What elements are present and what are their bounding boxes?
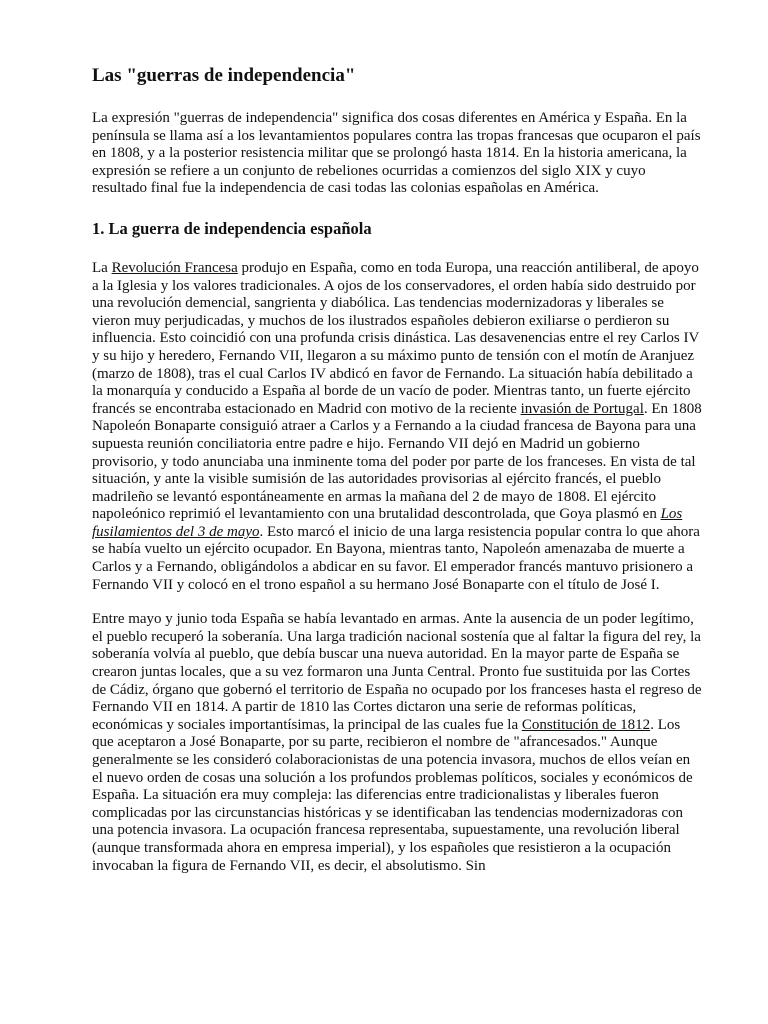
text-span: Entre mayo y junio toda España se había levantado en armas. Ante la ausencia de un poder legítimo, el pueblo recuperó la soberanía. Una larga tradición nacional sostenía que al faltar la figura del rey, la soberanía volvía al pueblo, que debía buscar una nueva autoridad. En la mayor parte de España se crearon juntas locales, que a su vez formaron una Junta Central. Pronto fue sustituida por las Cortes de Cádiz, órgano que gobernó el territorio de España no ocupado por los franceses hasta el regreso de Fernando VII en 1814. A partir de 1810 las Cortes dictaron una serie de reformas políticas, económicas y sociales importantísimas, la principal de las cuales fue la [92, 611, 702, 733]
link-revolucion-francesa[interactable]: Revolución Francesa [111, 259, 238, 276]
link-los-fusilamientos[interactable]: Los fusilamientos del 3 de mayo [92, 506, 683, 540]
text-span: La [92, 259, 112, 276]
text-span: . En 1808 Napoleón Bonaparte consiguió atraer a Carlos y a Fernando a la ciudad francesa de Bayona para una supuesta reunión conciliatoria entre padre e hijo. Fernando VII dejó en Madrid un gobierno provisorio, y todo anunciaba una inminente toma del poder por parte de los franceses. En vista de tal situación, y ante la visible sumisión de las autoridades provisorias al ejército francés, el pueblo madrileño se levantó espontáneamente en armas la mañana del 2 de mayo de 1808. El ejército napoleónico reprimió el levantamiento con una brutalidad descontrolada, que Goya plasmó en [92, 400, 702, 523]
paragraph-2 [92, 611, 704, 875]
link-constitucion-de-1812[interactable]: Constitución de 1812 [521, 716, 651, 733]
intro-paragraph: La expresión "guerras de independencia" significa dos cosas diferentes en América y España. En la península se llama así a los levantamientos populares contra las tropas francesas que ocuparon el país en 1808, y a la posterior resistencia militar que se prolongó hasta 1814. En la historia americana, la expresión se refiere a un conjunto de rebeliones ocurridas a comienzos del siglo XIX y cuyo resultado final fue la independencia de casi todas las colonias españolas en América. [92, 110, 701, 197]
text-span: produjo en España, como en toda Europa, una reacción antiliberal, de apoyo a la Iglesia y los valores tradicionales. A ojos de los conservadores, el orden había sido destruido por una revolución demencial, sangrienta y diabólica. Las tendencias modernizadoras y liberales se vieron muy perjudicadas, y muchos de los ilustrados españoles debieron exiliarse o perdieron su influencia. Esto coincidió con una profunda crisis dinástica. Las desavenencias entre el rey Carlos IV y su hijo y heredero, Fernando VII, llegaron a su máximo punto de tensión con el motín de Aranjuez (marzo de 1808), tras el cual Carlos IV abdicó en favor de Fernando. La situación había debilitado a la monarquía y conducido a España al borde de un vacío de poder. Mientras tanto, un fuerte ejército francés se encontraba estacionado en Madrid con motivo de la reciente [92, 259, 700, 417]
text-span: . Los que aceptaron a José Bonaparte, por su parte, recibieron el nombre de "afrancesados." Aunque generalmente se les consideró colaboracionistas de una potencia invasora, muchos de ellos veían en el nuevo orden de cosas una solución a los profundos problemas políticos, sociales y económicos de España. La situación era muy compleja: las diferencias entre tradicionalistas y liberales fueron complicadas por las circunstancias históricas y se identificaban las tendencias modernizadoras con una potencia invasora. La ocupación francesa representaba, supuestamente, una revolución liberal (aunque transformada ahora en empresa imperial), y los españoles que resistieron a la ocupación invocaban la figura de Fernando VII, es decir, el absolutismo. Sin [92, 716, 693, 874]
section-heading: 1. La guerra de independencia española [92, 218, 372, 238]
document-title: Las "guerras de independencia" [92, 65, 356, 86]
paragraph-1 [92, 260, 704, 594]
link-invasion-de-portugal[interactable]: invasión de Portugal [520, 400, 644, 417]
text-span: . Esto marcó el inicio de una larga resistencia popular contra lo que ahora se había vuelto un ejército ocupador. En Bayona, mientras tanto, Napoleón amenazaba de muerte a Carlos y a Fernando, obligándolos a abdicar en su favor. El emperador francés mantuvo prisionero a Fernando VII y colocó en el trono español a su hermano José Bonaparte con el título de José I. [92, 523, 700, 593]
